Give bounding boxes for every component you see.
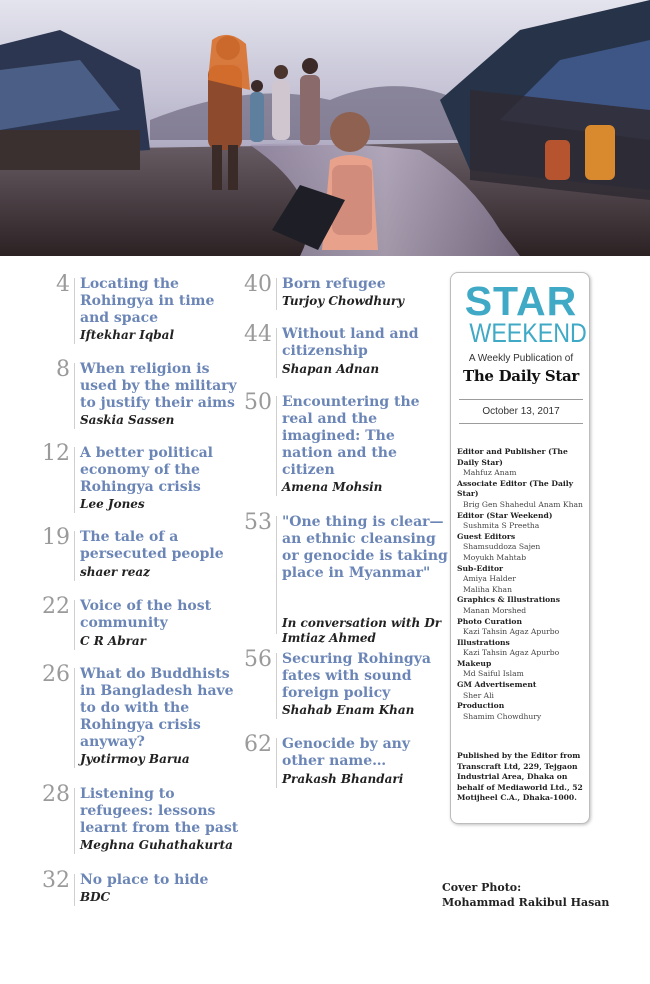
entry-divider [276, 328, 277, 378]
entry-divider [276, 278, 277, 310]
entry-divider [74, 531, 75, 581]
entry-divider [276, 516, 277, 634]
credit-name: Manan Morshed [463, 605, 527, 615]
masthead-box [450, 272, 590, 824]
article-title[interactable]: The tale of a persecuted people [80, 529, 224, 562]
entry-divider [276, 738, 277, 788]
credit-role: Production [457, 701, 505, 711]
credit-name: Mahfuz Anam [463, 468, 517, 478]
page-number: 50 [244, 390, 272, 415]
article-title[interactable]: No place to hide [80, 872, 209, 888]
page-number: 22 [42, 594, 70, 619]
article-author: C R Abrar [80, 634, 146, 648]
article-title[interactable]: A better political economy of the Rohingya crisis [80, 445, 213, 495]
article-author: Iftekhar Iqbal [80, 328, 174, 342]
article-author: BDC [80, 890, 111, 904]
staff-credits [457, 447, 587, 722]
credit-role: Associate Editor (The Daily Star) [457, 478, 574, 499]
page-number: 19 [42, 525, 70, 550]
credit-role: Guest Editors [457, 531, 516, 541]
toc-left-column [40, 272, 240, 916]
page-number: 28 [42, 782, 70, 807]
article-title[interactable]: Securing Rohingya fates with sound foreign policy [282, 651, 431, 701]
article-title[interactable]: Listening to refugees: lessons learnt from the past [80, 786, 239, 836]
page-number: 62 [244, 732, 272, 757]
entry-divider [74, 874, 75, 906]
article-author: Meghna Guhathakurta [80, 838, 233, 852]
credit-name: Shamim Chowdhury [463, 711, 542, 721]
article-title[interactable]: Encountering the real and the imagined: The nation and the citizen [282, 394, 420, 478]
credit-role: Graphics & Illustrations [457, 595, 560, 605]
article-author: Saskia Sassen [80, 413, 175, 427]
article-author: Lee Jones [80, 497, 145, 511]
article-title[interactable]: Locating the Rohingya in time and space [80, 276, 215, 326]
page-number: 40 [244, 272, 272, 297]
entry-divider [74, 278, 75, 344]
article-title[interactable]: When religion is used by the military to justify their aims [80, 361, 237, 411]
credit-role: Editor (Star Weekend) [457, 510, 553, 520]
credit-role: Makeup [457, 658, 492, 668]
cover-photo-label: Cover Photo: [442, 881, 522, 894]
article-title[interactable]: "One thing is clear—an ethnic cleansing or genocide is taking place in Myanmar" [282, 514, 448, 581]
credit-name: Maliha Khan [463, 584, 512, 594]
credit-role: Illustrations [457, 637, 510, 647]
article-title[interactable]: What do Buddhists in Bangladesh have to do with the Rohingya crisis anyway? [80, 666, 234, 750]
page-number: 26 [42, 662, 70, 687]
article-author: Shahab Enam Khan [282, 703, 415, 717]
credit-name: Amiya Halder [463, 574, 516, 584]
entry-divider [74, 447, 75, 513]
divider [459, 399, 583, 400]
entry-divider [74, 668, 75, 768]
article-author: Prakash Bhandari [282, 772, 404, 786]
credit-name: Moyukh Mahtab [463, 552, 527, 562]
hero-photo-illustration [0, 0, 650, 256]
page-number: 56 [244, 647, 272, 672]
article-author: Jyotirmoy Barua [80, 752, 190, 766]
logo-weekend-text: WEEKEND [469, 318, 587, 348]
entry-divider [276, 396, 277, 496]
cover-photo-credit [442, 880, 642, 910]
credit-role: Sub-Editor [457, 563, 504, 573]
credit-name: Md Saiful Islam [463, 669, 524, 679]
page-number: 44 [244, 322, 272, 347]
entry-divider [74, 600, 75, 650]
credit-name: Kazi Tahsin Agaz Apurbo [463, 648, 560, 658]
entry-divider [74, 788, 75, 854]
credit-name: Shamsuddoza Sajen [463, 542, 541, 552]
article-title[interactable]: Genocide by any other name… [282, 736, 410, 769]
tagline: A Weekly Publication of [468, 353, 574, 364]
hero-photo [0, 0, 650, 256]
article-author: Shapan Adnan [282, 362, 380, 376]
credit-name: Kazi Tahsin Agaz Apurbo [463, 627, 560, 637]
entry-divider [276, 653, 277, 719]
credit-role: GM Advertisement [457, 680, 537, 690]
page-number: 32 [42, 868, 70, 893]
article-author: Amena Mohsin [282, 480, 383, 494]
page-number: 12 [42, 441, 70, 466]
credit-role: Editor and Publisher (The Daily Star) [457, 447, 568, 467]
page-number: 8 [56, 357, 70, 382]
credit-role: Photo Curation [457, 616, 522, 626]
page-number: 53 [244, 510, 272, 535]
article-author: shaer reaz [80, 565, 150, 579]
article-author: In conversation with Dr Imtiaz Ahmed [282, 616, 442, 645]
article-title[interactable]: Born refugee [282, 276, 386, 292]
article-title[interactable]: Without land and citizenship [282, 326, 419, 359]
cover-photo-photographer: Mohammad Rakibul Hasan [442, 896, 610, 909]
toc-middle-column [242, 272, 448, 796]
issue-date: October 13, 2017 [482, 406, 560, 417]
daily-star-logo: The Daily Star [462, 367, 580, 385]
credit-name: Brig Gen Shahedul Anam Khan [463, 499, 583, 509]
divider [459, 423, 583, 424]
page-number: 4 [56, 272, 70, 297]
article-title[interactable]: Voice of the host community [80, 598, 212, 631]
credit-name: Sher Ali [463, 690, 494, 700]
credit-name: Sushmita S Preetha [463, 521, 540, 531]
article-author: Turjoy Chowdhury [282, 294, 405, 308]
logo-star-text: STAR [464, 278, 578, 324]
publisher-info: Published by the Editor from Transcraft Ltd, 229, Tejgaon Industrial Area, Dhaka on behalf of Mediaworld Ltd., 52 Motijheel C.A., Dhaka-1000. [457, 751, 583, 803]
entry-divider [74, 363, 75, 429]
